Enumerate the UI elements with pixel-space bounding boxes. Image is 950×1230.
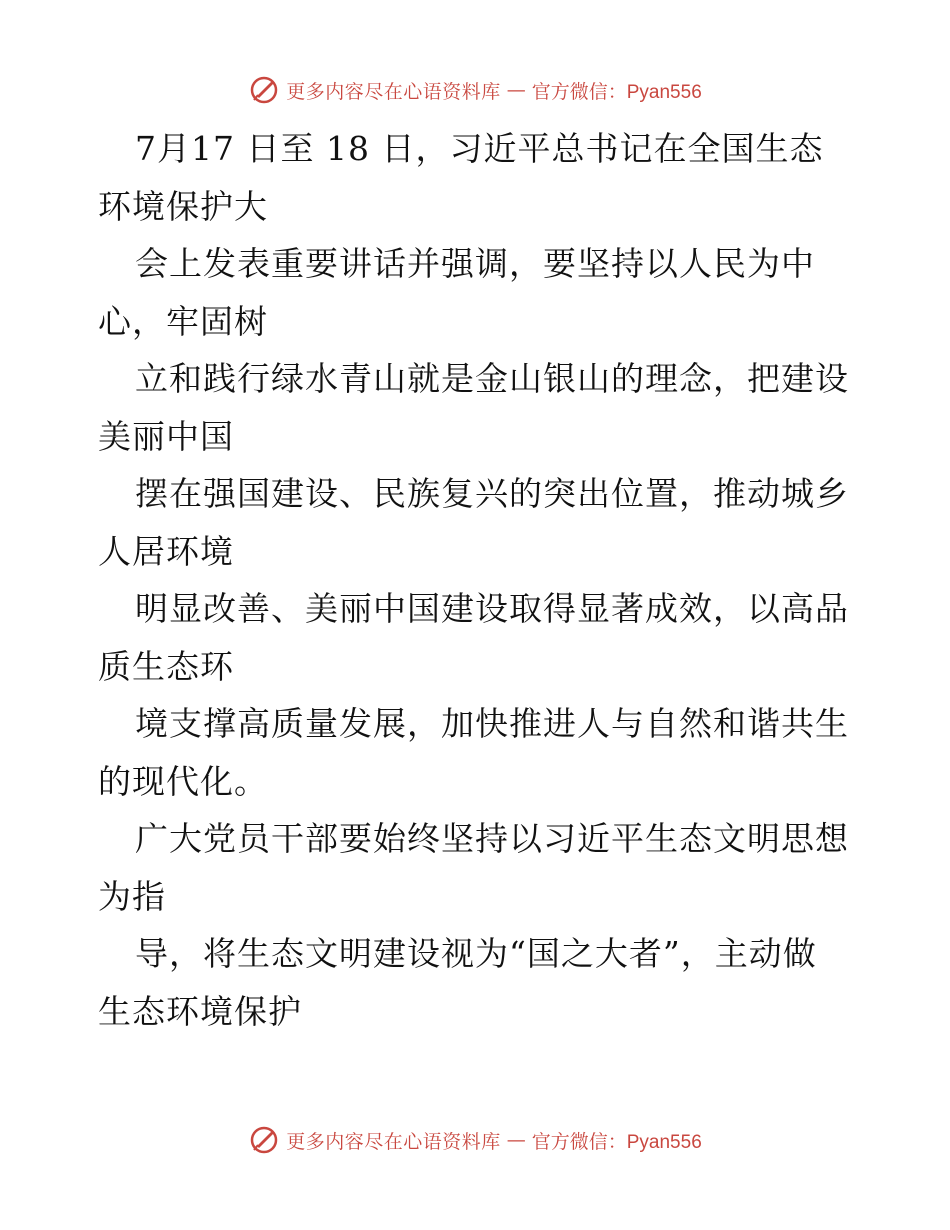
watermark-separator: — [506,1129,526,1151]
document-body [98,120,858,1040]
body-line: 广大党员干部要始终坚持以习近平生态文明思想 [135,819,849,858]
body-line: 导，将生态文明建设视为“国之大者”，主动做 [135,934,817,973]
body-line: 人居环境 [98,531,234,571]
watermark-contact: 官方微信：Pyan556 [531,81,702,103]
body-line: 质生态环 [98,646,234,686]
body-line: 美丽中国 [98,416,234,456]
quill-logo-icon [248,1124,280,1156]
watermark-text: 更多内容尽在心语资料库 [286,80,501,103]
watermark-text: 更多内容尽在心语资料库 [286,1130,501,1153]
header-watermark [0,74,950,106]
body-line: 摆在强国建设、民族复兴的突出位置，推动城乡 [135,474,849,513]
body-line: 心，牢固树 [98,301,268,341]
quill-logo-icon [248,74,280,106]
watermark-separator: — [506,79,526,101]
body-line: 明显改善、美丽中国建设取得显著成效，以高品 [135,589,849,628]
body-line: 生态环境保护 [98,991,302,1031]
body-line: 立和践行绿水青山就是金山银山的理念，把建设 [135,359,849,398]
body-line: 环境保护大 [98,186,268,226]
body-line: 7月17 日至 18 日，习近平总书记在全国生态 [135,129,824,168]
body-line: 为指 [98,876,166,916]
watermark-contact: 官方微信：Pyan556 [531,1131,702,1153]
body-line: 会上发表重要讲话并强调，要坚持以人民为中 [135,244,815,283]
body-line: 的现代化。 [98,761,268,801]
footer-watermark [0,1124,950,1156]
body-line: 境支撑高质量发展，加快推进人与自然和谐共生 [135,704,849,743]
